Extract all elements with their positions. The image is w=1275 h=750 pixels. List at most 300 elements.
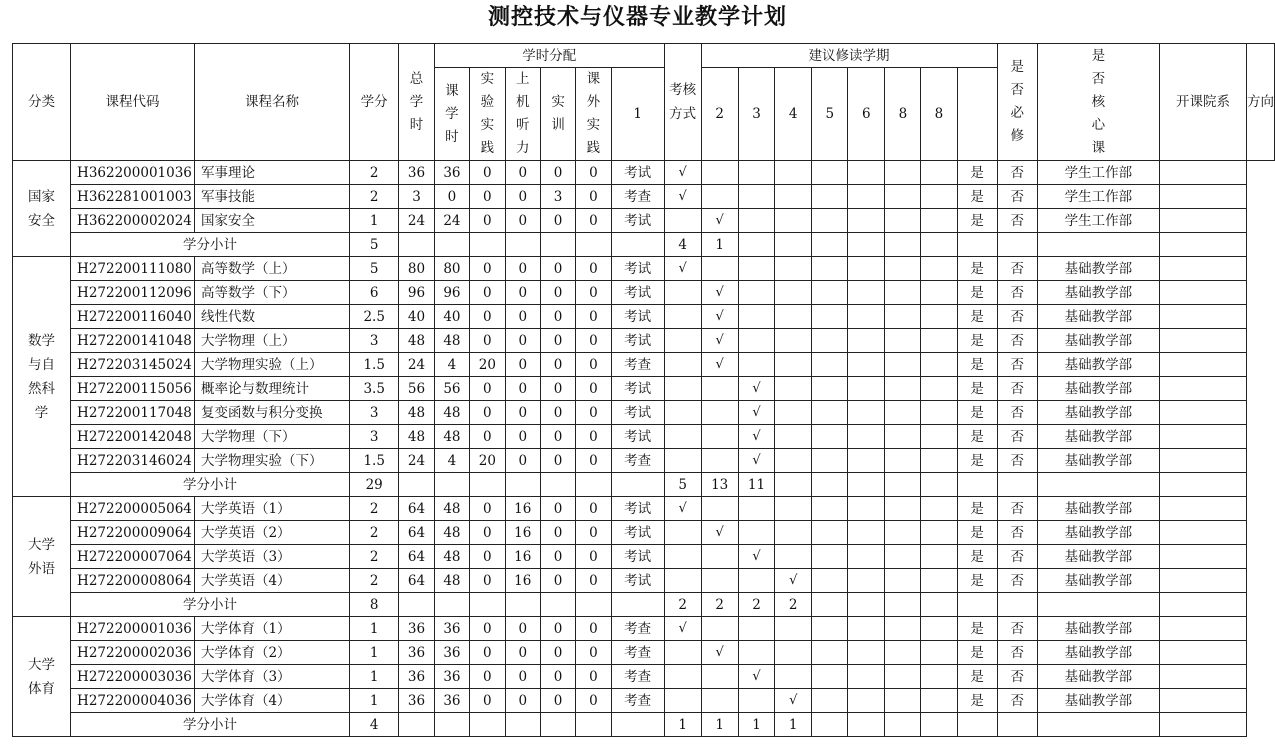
course-credit: 2	[350, 545, 399, 569]
course-department: 学生工作部	[1037, 161, 1159, 185]
course-training-hours: 0	[540, 425, 575, 449]
course-name: 大学英语（1）	[194, 497, 349, 521]
header-required: 是否必修	[997, 44, 1037, 161]
course-direction	[1159, 377, 1246, 401]
table-row	[13, 209, 1275, 233]
course-name: 线性代数	[194, 305, 349, 329]
course-total-hours: 64	[399, 497, 434, 521]
course-core: 否	[997, 377, 1037, 401]
course-computer-hours: 0	[505, 305, 540, 329]
course-experiment-hours: 0	[470, 689, 505, 713]
semester-cell	[701, 185, 738, 209]
empty-cell	[470, 233, 505, 257]
empty-cell	[399, 713, 434, 737]
semester-cell	[848, 209, 885, 233]
course-training-hours: 0	[540, 665, 575, 689]
course-code: H272200007064	[71, 545, 195, 569]
header-category: 分类	[13, 44, 71, 161]
course-training-hours: 0	[540, 521, 575, 545]
semester-cell	[885, 545, 921, 569]
semester-cell	[701, 689, 738, 713]
semester-check: √	[738, 401, 774, 425]
course-core: 否	[997, 641, 1037, 665]
course-core: 否	[997, 617, 1037, 641]
course-computer-hours: 0	[505, 665, 540, 689]
course-required: 是	[957, 545, 997, 569]
semester-cell	[885, 281, 921, 305]
semester-cell	[921, 353, 957, 377]
empty-cell	[399, 473, 434, 497]
subtotal-label: 学分小计	[71, 233, 350, 257]
course-extra-hours: 0	[576, 161, 611, 185]
course-computer-hours: 0	[505, 641, 540, 665]
course-credit: 1	[350, 641, 399, 665]
table-row	[13, 401, 1275, 425]
course-department: 基础教学部	[1037, 425, 1159, 449]
semester-cell	[738, 257, 774, 281]
course-extra-hours: 0	[576, 449, 611, 473]
course-direction	[1159, 401, 1246, 425]
semester-cell	[701, 449, 738, 473]
subtotal-semester-credit	[738, 233, 774, 257]
empty-cell	[576, 473, 611, 497]
category-cell: 数学与自然科学	[13, 257, 71, 497]
semester-cell	[812, 305, 848, 329]
course-department: 基础教学部	[1037, 545, 1159, 569]
semester-cell	[775, 449, 812, 473]
course-name: 大学体育（4）	[194, 689, 349, 713]
course-extra-hours: 0	[576, 305, 611, 329]
header-semester-1: 1	[611, 68, 664, 161]
header-total-hours: 总学时	[399, 44, 434, 161]
course-core: 否	[997, 449, 1037, 473]
empty-cell	[576, 593, 611, 617]
course-total-hours: 3	[399, 185, 434, 209]
subtotal-semester-credit: 2	[738, 593, 774, 617]
course-code: H272200008064	[71, 569, 195, 593]
course-department: 基础教学部	[1037, 689, 1159, 713]
course-department: 基础教学部	[1037, 329, 1159, 353]
semester-check: √	[738, 665, 774, 689]
table-row	[13, 521, 1275, 545]
course-direction	[1159, 449, 1246, 473]
course-direction	[1159, 497, 1246, 521]
semester-cell	[738, 689, 774, 713]
header-assessment: 考核方式	[664, 44, 701, 161]
empty-cell	[957, 233, 997, 257]
semester-cell	[921, 377, 957, 401]
table-row	[13, 497, 1275, 521]
course-assessment: 考查	[611, 449, 664, 473]
header-semester-3: 3	[738, 68, 774, 161]
semester-cell	[775, 617, 812, 641]
course-computer-hours: 0	[505, 209, 540, 233]
subtotal-semester-credit: 4	[664, 233, 701, 257]
course-assessment: 考试	[611, 209, 664, 233]
course-code: H362281001003	[71, 185, 195, 209]
semester-cell	[885, 425, 921, 449]
semester-cell	[664, 569, 701, 593]
empty-cell	[540, 473, 575, 497]
table-row	[13, 185, 1275, 209]
course-required: 是	[957, 401, 997, 425]
semester-cell	[812, 521, 848, 545]
course-assessment: 考查	[611, 689, 664, 713]
header-semester-6: 6	[848, 68, 885, 161]
semester-cell	[701, 569, 738, 593]
semester-cell	[738, 641, 774, 665]
semester-cell	[921, 329, 957, 353]
course-core: 否	[997, 425, 1037, 449]
empty-cell	[957, 713, 997, 737]
empty-cell	[434, 233, 469, 257]
course-lecture-hours: 48	[434, 569, 469, 593]
course-name: 大学物理（下）	[194, 425, 349, 449]
course-direction	[1159, 665, 1246, 689]
course-credit: 3	[350, 401, 399, 425]
course-name: 概率论与数理统计	[194, 377, 349, 401]
empty-cell	[1037, 713, 1159, 737]
subtotal-label: 学分小计	[71, 713, 350, 737]
semester-cell	[738, 521, 774, 545]
course-total-hours: 36	[399, 665, 434, 689]
course-department: 基础教学部	[1037, 569, 1159, 593]
semester-cell	[921, 209, 957, 233]
course-department: 基础教学部	[1037, 305, 1159, 329]
semester-cell	[738, 569, 774, 593]
course-credit: 1.5	[350, 353, 399, 377]
semester-cell	[701, 401, 738, 425]
course-computer-hours: 0	[505, 401, 540, 425]
semester-cell	[738, 161, 774, 185]
course-experiment-hours: 0	[470, 569, 505, 593]
semester-cell	[738, 185, 774, 209]
semester-cell	[738, 353, 774, 377]
semester-cell	[885, 329, 921, 353]
semester-check: √	[738, 425, 774, 449]
empty-cell	[1037, 473, 1159, 497]
semester-cell	[775, 161, 812, 185]
course-lecture-hours: 36	[434, 641, 469, 665]
empty-cell	[505, 593, 540, 617]
semester-check: √	[664, 161, 701, 185]
subtotal-semester-credit	[921, 473, 957, 497]
subtotal-semester-credit	[812, 713, 848, 737]
header-semester-group: 建议修读学期	[701, 44, 997, 68]
course-extra-hours: 0	[576, 329, 611, 353]
course-lecture-hours: 36	[434, 665, 469, 689]
empty-cell	[399, 593, 434, 617]
semester-check: √	[701, 305, 738, 329]
course-code: H272200117048	[71, 401, 195, 425]
course-training-hours: 0	[540, 545, 575, 569]
table-row	[13, 569, 1275, 593]
semester-cell	[812, 209, 848, 233]
semester-cell	[775, 329, 812, 353]
semester-cell	[664, 665, 701, 689]
course-assessment: 考查	[611, 617, 664, 641]
course-name: 国家安全	[194, 209, 349, 233]
course-required: 是	[957, 665, 997, 689]
semester-cell	[848, 425, 885, 449]
semester-cell	[921, 641, 957, 665]
semester-cell	[848, 185, 885, 209]
course-computer-hours: 0	[505, 353, 540, 377]
subtotal-semester-credit: 1	[664, 713, 701, 737]
semester-cell	[812, 497, 848, 521]
course-required: 是	[957, 569, 997, 593]
course-name: 大学英语（2）	[194, 521, 349, 545]
subtotal-credit: 4	[350, 713, 399, 737]
category-cell: 国家安全	[13, 161, 71, 257]
semester-cell	[921, 281, 957, 305]
semester-cell	[664, 377, 701, 401]
course-training-hours: 3	[540, 185, 575, 209]
course-computer-hours: 16	[505, 545, 540, 569]
semester-check: √	[738, 377, 774, 401]
course-name: 军事理论	[194, 161, 349, 185]
semester-cell	[775, 281, 812, 305]
semester-cell	[921, 617, 957, 641]
course-total-hours: 64	[399, 521, 434, 545]
subtotal-semester-credit	[885, 233, 921, 257]
course-required: 是	[957, 305, 997, 329]
course-direction	[1159, 617, 1246, 641]
course-core: 否	[997, 521, 1037, 545]
course-department: 基础教学部	[1037, 257, 1159, 281]
course-direction	[1159, 353, 1246, 377]
course-credit: 2.5	[350, 305, 399, 329]
course-name: 大学体育（1）	[194, 617, 349, 641]
semester-check: √	[701, 641, 738, 665]
semester-cell	[885, 617, 921, 641]
course-assessment: 考试	[611, 281, 664, 305]
header-core: 是否核心课	[1037, 44, 1159, 161]
course-extra-hours: 0	[576, 521, 611, 545]
semester-check: √	[738, 545, 774, 569]
subtotal-semester-credit	[921, 593, 957, 617]
header-semester-5: 5	[812, 68, 848, 161]
empty-cell	[434, 593, 469, 617]
semester-cell	[775, 377, 812, 401]
subtotal-label: 学分小计	[71, 593, 350, 617]
course-department: 基础教学部	[1037, 641, 1159, 665]
course-department: 基础教学部	[1037, 449, 1159, 473]
header-semester-7: 8	[885, 68, 921, 161]
course-direction	[1159, 257, 1246, 281]
course-direction	[1159, 521, 1246, 545]
subtotal-semester-credit: 1	[701, 713, 738, 737]
table-row	[13, 425, 1275, 449]
semester-cell	[664, 449, 701, 473]
table-row	[13, 665, 1275, 689]
subtotal-semester-credit: 2	[701, 593, 738, 617]
semester-cell	[812, 665, 848, 689]
course-core: 否	[997, 209, 1037, 233]
header-extra: 课外实践	[576, 68, 611, 161]
course-total-hours: 56	[399, 377, 434, 401]
course-assessment: 考试	[611, 401, 664, 425]
course-code: H272200111080	[71, 257, 195, 281]
semester-cell	[701, 545, 738, 569]
course-computer-hours: 0	[505, 377, 540, 401]
course-assessment: 考查	[611, 665, 664, 689]
course-name: 复变函数与积分变换	[194, 401, 349, 425]
course-department: 基础教学部	[1037, 521, 1159, 545]
course-department: 基础教学部	[1037, 401, 1159, 425]
empty-cell	[997, 713, 1037, 737]
course-extra-hours: 0	[576, 545, 611, 569]
course-code: H272200142048	[71, 425, 195, 449]
semester-cell	[738, 209, 774, 233]
course-code: H272200005064	[71, 497, 195, 521]
header-row	[13, 44, 1275, 68]
semester-check: √	[775, 569, 812, 593]
course-training-hours: 0	[540, 401, 575, 425]
header-experiment: 实验实践	[470, 68, 505, 161]
subtotal-semester-credit	[921, 233, 957, 257]
subtotal-semester-credit	[775, 233, 812, 257]
subtotal-semester-credit: 5	[664, 473, 701, 497]
course-name: 大学体育（3）	[194, 665, 349, 689]
empty-cell	[611, 713, 664, 737]
semester-cell	[848, 665, 885, 689]
course-direction	[1159, 161, 1246, 185]
semester-cell	[701, 377, 738, 401]
semester-cell	[885, 641, 921, 665]
course-required: 是	[957, 185, 997, 209]
subtotal-row	[13, 713, 1275, 737]
course-extra-hours: 0	[576, 209, 611, 233]
course-department: 基础教学部	[1037, 281, 1159, 305]
course-direction	[1159, 281, 1246, 305]
semester-cell	[848, 569, 885, 593]
course-required: 是	[957, 521, 997, 545]
semester-cell	[848, 401, 885, 425]
course-experiment-hours: 0	[470, 665, 505, 689]
course-name: 大学体育（2）	[194, 641, 349, 665]
empty-cell	[1037, 233, 1159, 257]
semester-cell	[848, 353, 885, 377]
course-assessment: 考查	[611, 353, 664, 377]
course-lecture-hours: 80	[434, 257, 469, 281]
course-training-hours: 0	[540, 641, 575, 665]
empty-cell	[997, 593, 1037, 617]
course-code: H362200002024	[71, 209, 195, 233]
course-experiment-hours: 0	[470, 257, 505, 281]
course-credit: 2	[350, 185, 399, 209]
empty-cell	[576, 713, 611, 737]
course-total-hours: 64	[399, 545, 434, 569]
semester-cell	[885, 401, 921, 425]
course-extra-hours: 0	[576, 569, 611, 593]
course-credit: 1	[350, 665, 399, 689]
semester-cell	[885, 449, 921, 473]
course-lecture-hours: 48	[434, 521, 469, 545]
semester-cell	[738, 305, 774, 329]
empty-cell	[1037, 593, 1159, 617]
course-credit: 5	[350, 257, 399, 281]
course-total-hours: 40	[399, 305, 434, 329]
semester-cell	[885, 689, 921, 713]
semester-check: √	[664, 617, 701, 641]
semester-cell	[664, 329, 701, 353]
course-code: H272200116040	[71, 305, 195, 329]
semester-cell	[921, 497, 957, 521]
course-training-hours: 0	[540, 617, 575, 641]
course-computer-hours: 0	[505, 689, 540, 713]
course-code: H362200001036	[71, 161, 195, 185]
semester-check: √	[738, 449, 774, 473]
course-department: 学生工作部	[1037, 185, 1159, 209]
semester-cell	[701, 257, 738, 281]
header-training: 实训	[540, 68, 575, 161]
course-credit: 2	[350, 497, 399, 521]
subtotal-row	[13, 233, 1275, 257]
course-assessment: 考查	[611, 185, 664, 209]
course-required: 是	[957, 209, 997, 233]
semester-cell	[885, 185, 921, 209]
course-assessment: 考试	[611, 545, 664, 569]
course-credit: 6	[350, 281, 399, 305]
course-computer-hours: 16	[505, 569, 540, 593]
course-credit: 1	[350, 617, 399, 641]
course-name: 大学物理实验（上）	[194, 353, 349, 377]
course-total-hours: 24	[399, 209, 434, 233]
course-required: 是	[957, 353, 997, 377]
semester-cell	[812, 185, 848, 209]
course-assessment: 考试	[611, 425, 664, 449]
semester-cell	[921, 185, 957, 209]
page-title: 测控技术与仪器专业教学计划	[487, 5, 787, 30]
semester-cell	[664, 641, 701, 665]
course-training-hours: 0	[540, 305, 575, 329]
semester-cell	[921, 257, 957, 281]
course-credit: 3	[350, 425, 399, 449]
semester-cell	[921, 521, 957, 545]
semester-cell	[885, 161, 921, 185]
table-row	[13, 545, 1275, 569]
table-row	[13, 161, 1275, 185]
semester-cell	[701, 497, 738, 521]
semester-cell	[812, 545, 848, 569]
course-experiment-hours: 0	[470, 185, 505, 209]
course-total-hours: 48	[399, 329, 434, 353]
semester-cell	[921, 665, 957, 689]
course-credit: 2	[350, 161, 399, 185]
course-department: 基础教学部	[1037, 377, 1159, 401]
semester-cell	[664, 401, 701, 425]
semester-check: √	[775, 689, 812, 713]
empty-cell	[1159, 593, 1246, 617]
semester-cell	[848, 329, 885, 353]
course-code: H272200009064	[71, 521, 195, 545]
course-core: 否	[997, 497, 1037, 521]
semester-cell	[812, 641, 848, 665]
subtotal-credit: 29	[350, 473, 399, 497]
semester-cell	[885, 665, 921, 689]
subtotal-semester-credit	[812, 233, 848, 257]
semester-cell	[921, 425, 957, 449]
semester-cell	[812, 257, 848, 281]
subtotal-credit: 5	[350, 233, 399, 257]
course-extra-hours: 0	[576, 401, 611, 425]
semester-cell	[885, 353, 921, 377]
course-extra-hours: 0	[576, 641, 611, 665]
semester-cell	[812, 689, 848, 713]
course-core: 否	[997, 257, 1037, 281]
course-code: H272200001036	[71, 617, 195, 641]
